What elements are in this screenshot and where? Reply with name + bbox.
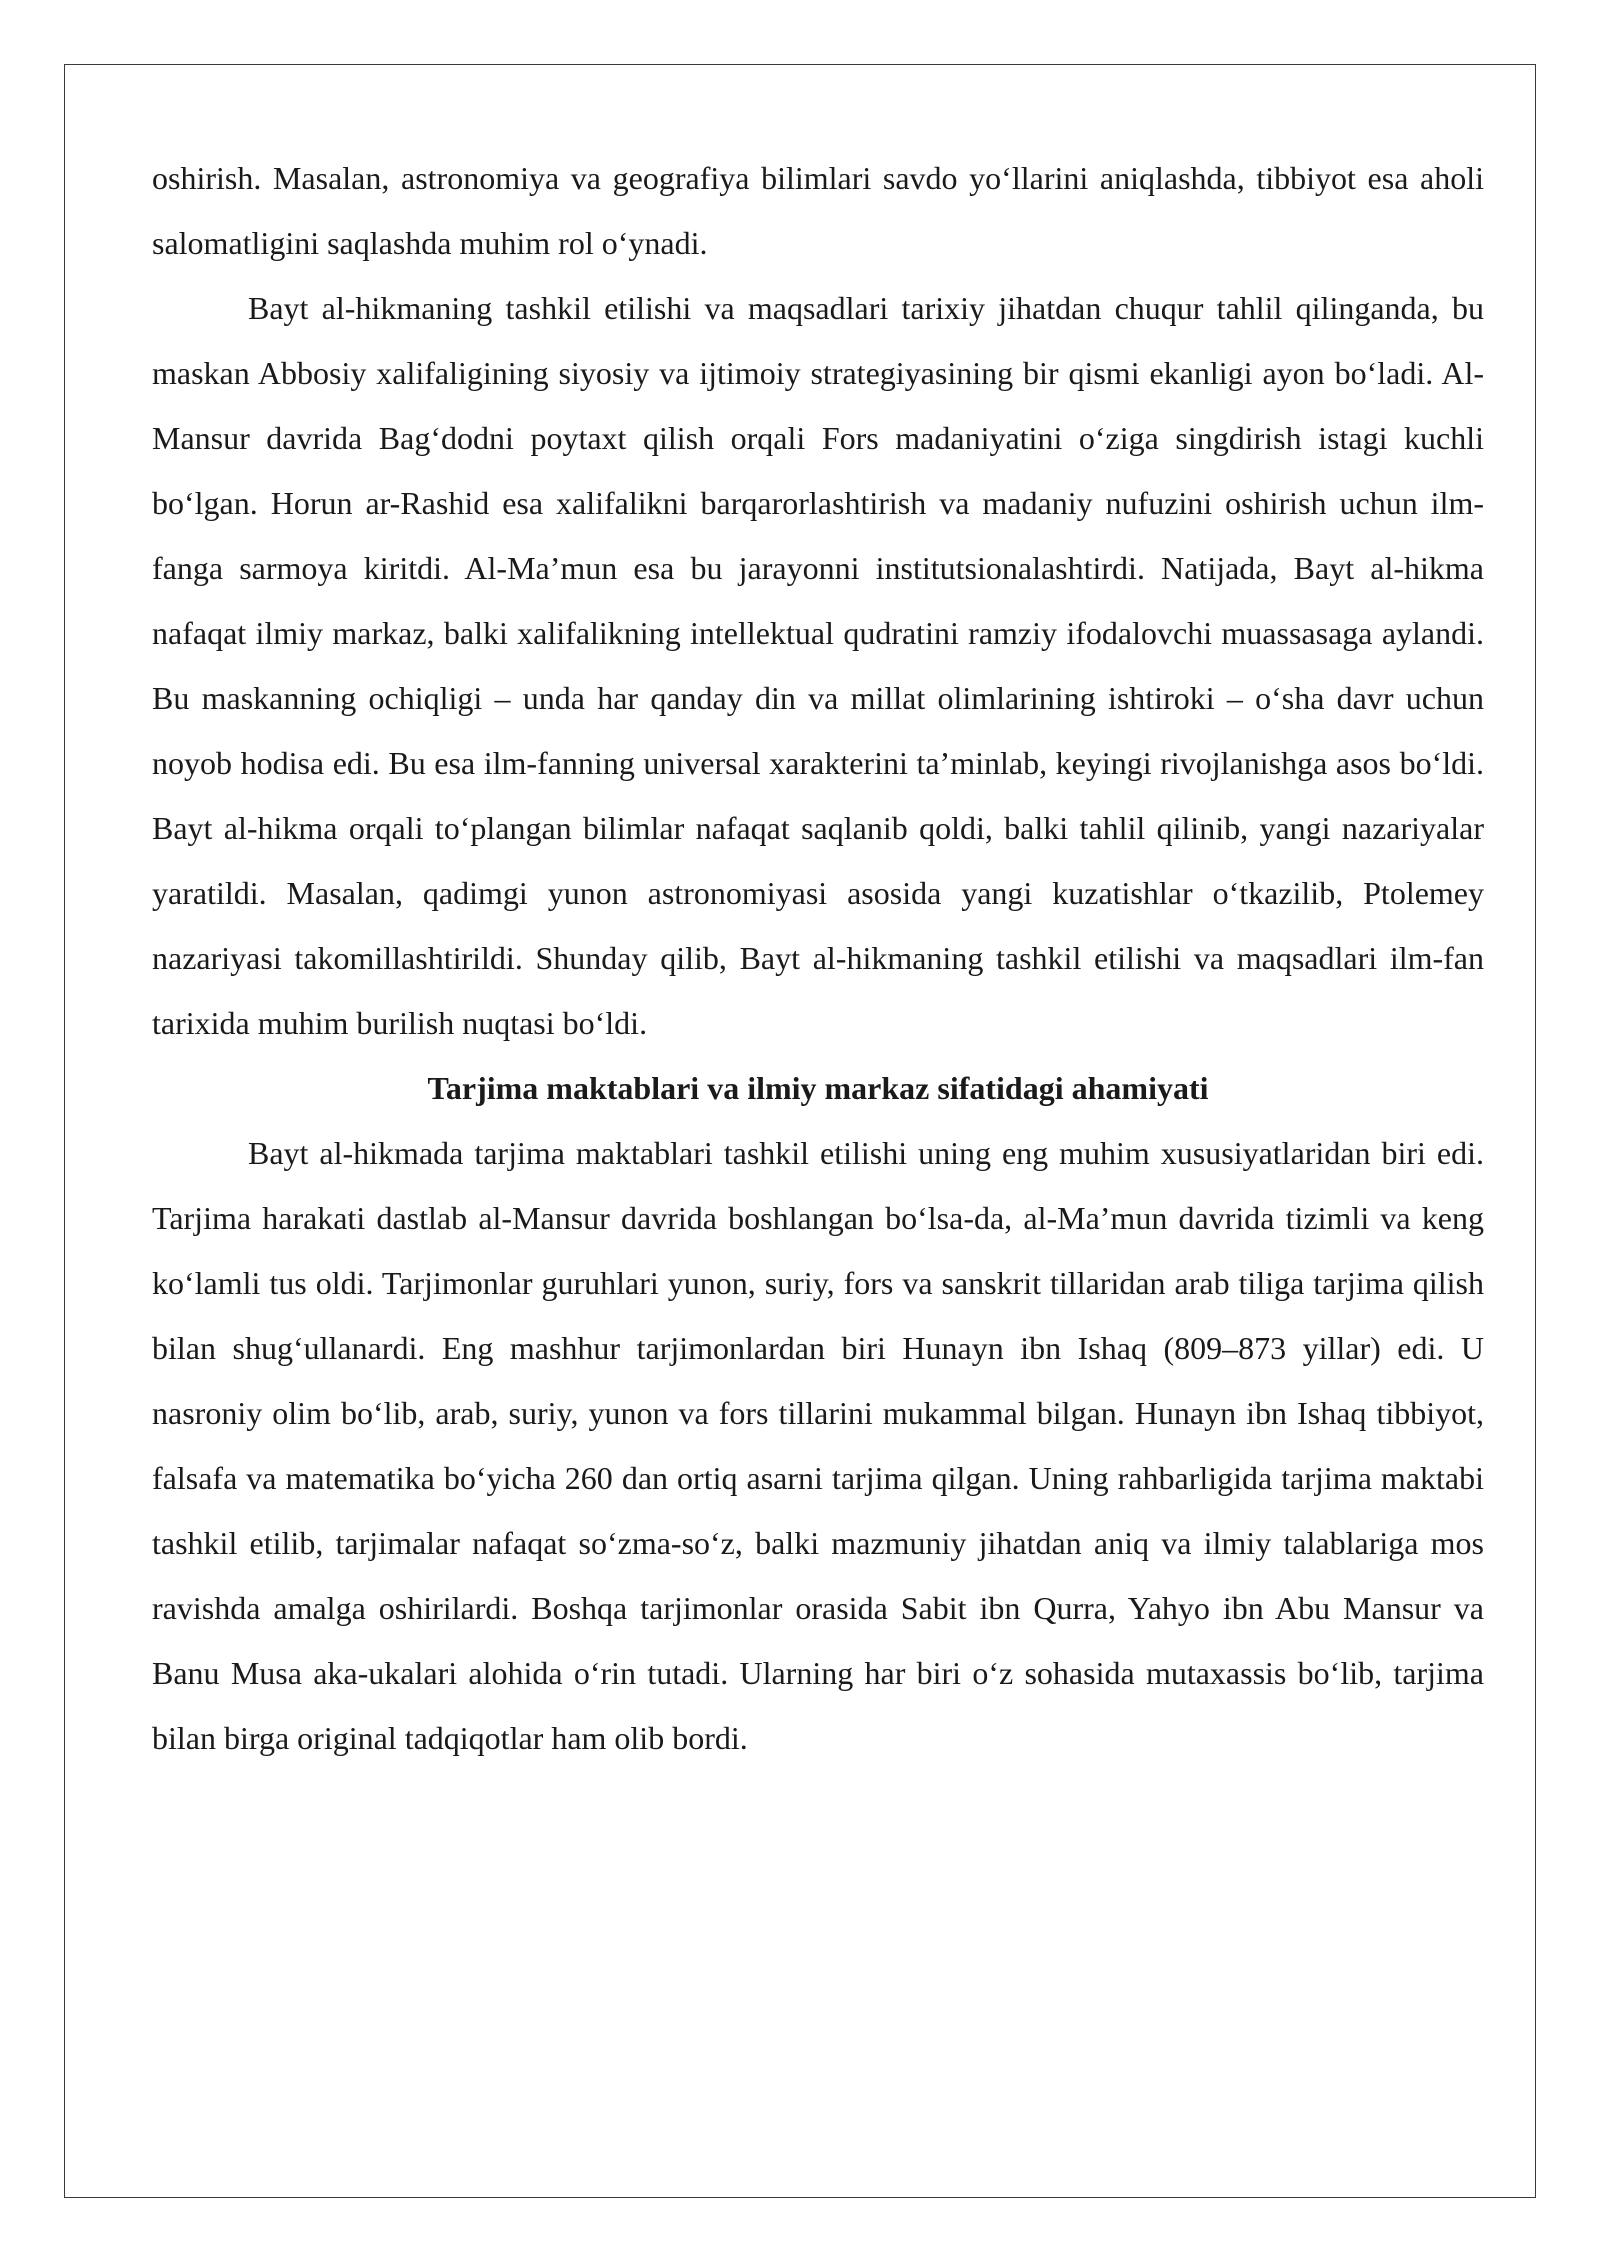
section-heading: Tarjima maktablari va ilmiy markaz sifatidagi ahamiyati [427,1070,1209,1106]
document-body [152,146,1484,1771]
paragraph-bayt-al-hikma-analysis: Bayt al-hikmaning tashkil etilishi va maqsadlari tarixiy jihatdan chuqur tahlil qilinganda, bu maskan Abbosiy xalifaligining siyosiy va ijtimoiy strategiyasining bir qismi ekanligi ayon bo‘ladi. Al-Mansur davrida Bag‘dodni poytaxt qilish orqali Fors madaniyatini o‘ziga singdirish istagi kuchli bo‘lgan. Horun ar-Rashid esa xalifalikni barqarorlashtirish va madaniy nufuzini oshirish uchun ilm-fanga sarmoya kiritdi. Al-Ma’mun esa bu jarayonni institutsionalashtirdi. Natijada, Bayt al-hikma nafaqat ilmiy markaz, balki xalifalikning intellektual qudratini ramziy ifodalovchi muassasaga aylandi. Bu maskanning ochiqligi – unda har qanday din va millat olimlarining ishtiroki – o‘sha davr uchun noyob hodisa edi. Bu esa ilm-fanning universal xarakterini ta’minlab, keyingi rivojlanishga asos bo‘ldi. Bayt al-hikma orqali to‘plangan bilimlar nafaqat saqlanib qoldi, balki tahlil qilinib, yangi nazariyalar yaratildi. Masalan, qadimgi yunon astronomiyasi asosida yangi kuzatishlar o‘tkazilib, Ptolemey nazariyasi takomillashtirildi. Shunday qilib, Bayt al-hikmaning tashkil etilishi va maqsadlari ilm-fan tarixida muhim burilish nuqtasi bo‘ldi. [152,290,1484,1041]
paragraph-translation-schools: Bayt al-hikmada tarjima maktablari tashkil etilishi uning eng muhim xususiyatlaridan biri edi. Tarjima harakati dastlab al-Mansur davrida boshlangan bo‘lsa-da, al-Ma’mun davrida tizimli va keng ko‘lamli tus oldi. Tarjimonlar guruhlari yunon, suriy, fors va sanskrit tillaridan arab tiliga tarjima qilish bilan shug‘ullanardi. Eng mashhur tarjimonlardan biri Hunayn ibn Ishaq (809–873 yillar) edi. U nasroniy olim bo‘lib, arab, suriy, yunon va fors tillarini mukammal bilgan. Hunayn ibn Ishaq tibbiyot, falsafa va matematika bo‘yicha 260 dan ortiq asarni tarjima qilgan. Uning rahbarligida tarjima maktabi tashkil etilib, tarjimalar nafaqat so‘zma-so‘z, balki mazmuniy jihatdan aniq va ilmiy talablariga mos ravishda amalga oshirilardi. Boshqa tarjimonlar orasida Sabit ibn Qurra, Yahyo ibn Abu Mansur va Banu Musa aka-ukalari alohida o‘rin tutadi. Ularning har biri o‘z sohasida mutaxassis bo‘lib, tarjima bilan birga original tadqiqotlar ham olib bordi. [152,1135,1484,1756]
paragraph-continuation: oshirish. Masalan, astronomiya va geografiya bilimlari savdo yo‘llarini aniqlashda, tibbiyot esa aholi salomatligini saqlashda muhim rol o‘ynadi. [152,160,1484,261]
